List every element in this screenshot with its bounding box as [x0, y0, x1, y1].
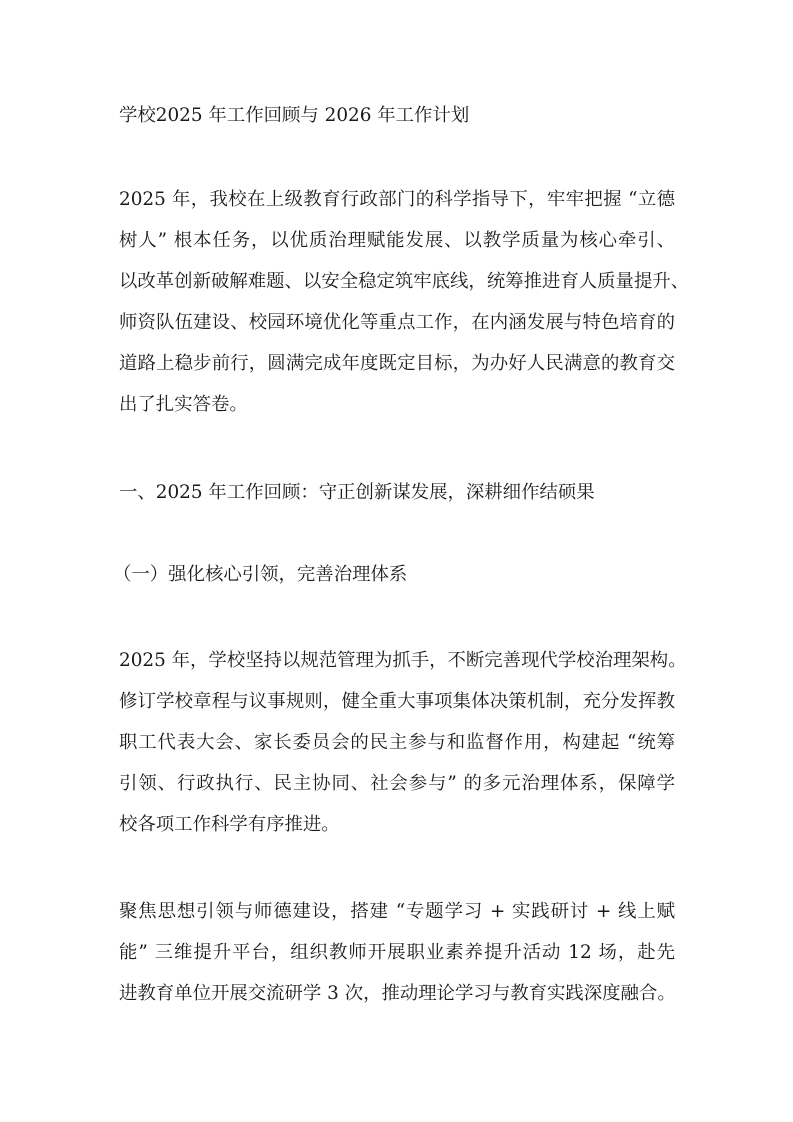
- subsection-heading: （一）强化核心引领，完善治理体系: [113, 564, 408, 585]
- paragraph-line: 2025 年，我校在上级教育行政部门的科学指导下，牢牢把握 “立德: [119, 189, 675, 210]
- paragraph-line: 道路上稳步前行，圆满完成年度既定目标，为办好人民满意的教育交: [119, 353, 675, 374]
- section-heading: 一、2025 年工作回顾：守正创新谋发展，深耕细作结硕果: [119, 482, 595, 503]
- paragraph-line: 2025 年，学校坚持以规范管理为抓手，不断完善现代学校治理架构。: [119, 650, 687, 671]
- paragraph-line: 进教育单位开展交流研学 3 次，推动理论学习与教育实践深度融合。: [119, 983, 676, 1004]
- document-title: 学校2025 年工作回顾与 2026 年工作计划: [119, 105, 470, 126]
- paragraph-line: 树人” 根本任务，以优质治理赋能发展、以教学质量为核心牵引、: [119, 230, 675, 251]
- paragraph-line: 出了扎实答卷。: [119, 394, 248, 415]
- paragraph-line: 师资队伍建设、校园环境优化等重点工作，在内涵发展与特色培育的: [119, 312, 675, 333]
- paragraph-line: 引领、行政执行、民主协同、社会参与” 的多元治理体系，保障学: [119, 773, 675, 794]
- paragraph-line: 能” 三维提升平台，组织教师开展职业素养提升活动 12 场，赴先: [119, 942, 675, 963]
- paragraph-line: 校各项工作科学有序推进。: [119, 814, 340, 835]
- paragraph-line: 以改革创新破解难题、以安全稳定筑牢底线，统筹推进育人质量提升、: [119, 271, 690, 292]
- paragraph-line: 修订学校章程与议事规则，健全重大事项集体决策机制，充分发挥教: [119, 691, 675, 712]
- paragraph-line: 聚焦思想引领与师德建设，搭建 “专题学习 + 实践研讨 + 线上赋: [119, 901, 675, 922]
- paragraph-line: 职工代表大会、家长委员会的民主参与和监督作用，构建起 “统筹: [119, 732, 675, 753]
